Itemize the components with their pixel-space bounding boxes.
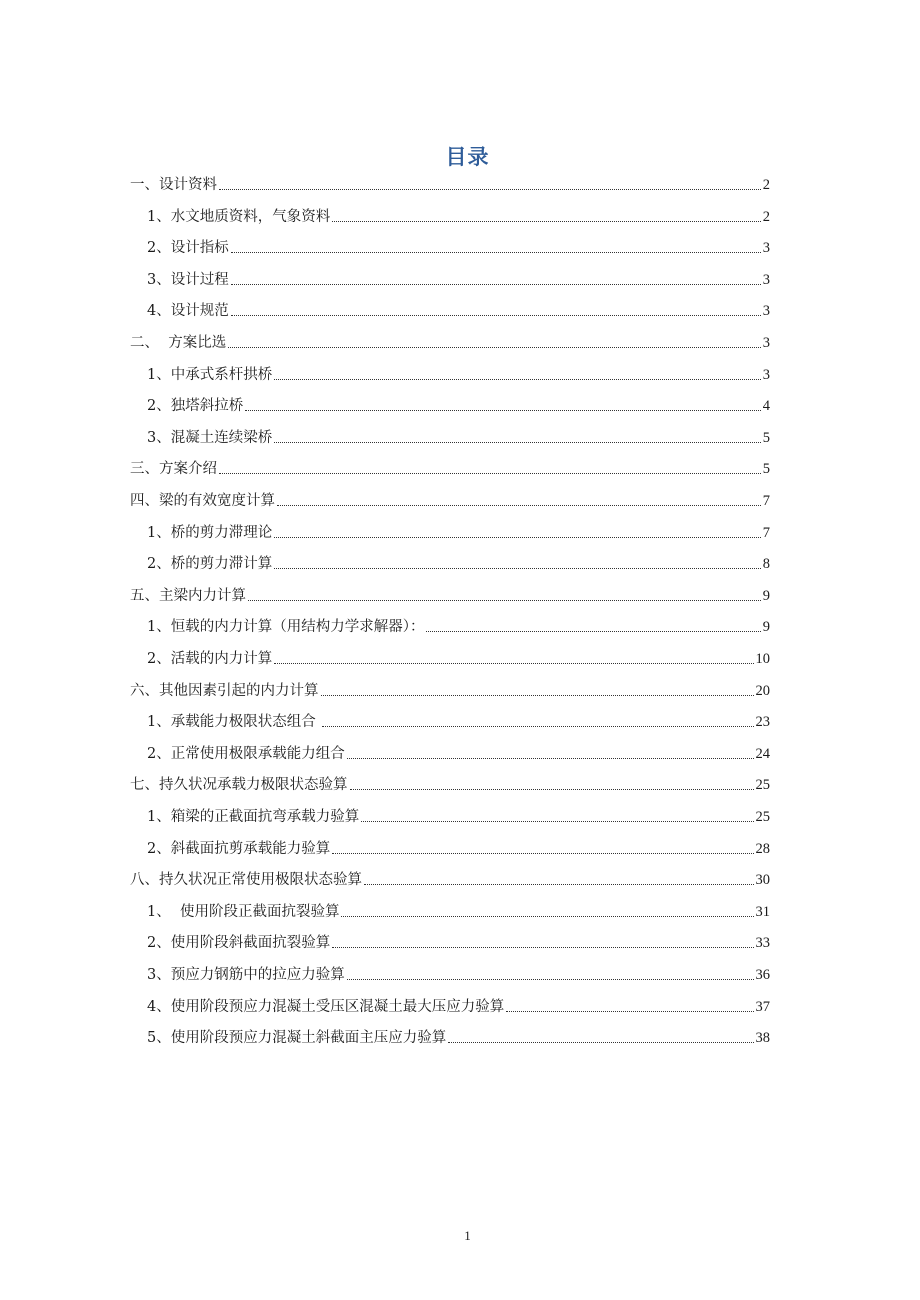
toc-dot-leader [231,252,761,253]
toc-entry-page: 37 [755,998,770,1015]
toc-entry-page: 8 [762,556,770,573]
toc-entry-label: 2、使用阶段斜截面抗裂验算 [147,935,331,952]
toc-entry[interactable] [130,455,770,479]
toc-entry-page: 9 [762,619,770,636]
toc-entry-page: 3 [762,303,770,320]
toc-dot-leader [332,947,753,948]
toc-dot-leader [322,726,753,727]
toc-entry-page: 25 [755,777,770,794]
toc-entry[interactable] [147,297,770,321]
toc-entry-label: 1、中承式系杆拱桥 [147,366,273,383]
toc-dot-leader [277,505,761,506]
toc-entry[interactable] [147,835,770,859]
toc-entry[interactable] [130,171,770,195]
toc-dot-leader [219,189,761,190]
toc-entry-label: 二、 方案比选 [130,335,227,351]
toc-entry[interactable] [147,961,770,985]
toc-entry-page: 10 [755,651,770,667]
toc-entry-label: 2、斜截面抗剪承载能力验算 [147,840,331,857]
toc-entry[interactable] [130,329,770,353]
toc-entry-page: 33 [755,935,770,952]
toc-dot-leader [228,347,761,348]
toc-entry-label: 2、桥的剪力滞计算 [147,556,273,573]
toc-entry[interactable] [130,582,770,606]
toc-entry-label: 3、设计过程 [147,271,229,288]
toc-entry-label: 四、梁的有效宽度计算 [130,493,275,509]
toc-dot-leader [231,315,761,316]
toc-dot-leader [274,568,761,569]
toc-entry[interactable] [147,613,770,637]
toc-dot-leader [341,916,753,917]
toc-dot-leader [274,537,761,538]
toc-dot-leader [231,284,761,285]
toc-entry-label: 1、箱梁的正截面抗弯承载力验算 [147,809,360,825]
toc-entry-label: 七、持久状况承载力极限状态验算 [130,777,348,794]
toc-entry[interactable] [130,866,770,890]
toc-entry[interactable] [147,550,770,574]
toc-entry-label: 八、持久状况正常使用极限状态验算 [130,872,362,889]
toc-dot-leader [332,853,753,854]
toc-entry-page: 2 [762,177,770,193]
toc-entry-label: 3、预应力钢筋中的拉应力验算 [147,967,345,983]
toc-entry-page: 3 [762,240,770,257]
toc-entry-page: 36 [755,967,770,983]
toc-entry-page: 24 [755,745,770,762]
toc-entry[interactable] [130,771,770,795]
page-number: 1 [464,1228,471,1243]
toc-entry-label: 1、桥的剪力滞理论 [147,524,273,541]
toc-dot-leader [347,758,754,759]
toc-entry[interactable] [147,993,770,1017]
toc-entry-page: 30 [755,872,770,889]
toc-entry[interactable] [147,519,770,543]
toc-entry-page: 5 [762,429,770,446]
toc-entry-label: 五、主梁内力计算 [130,587,246,604]
toc-entry-label: 2、设计指标 [147,240,229,257]
toc-entry[interactable] [147,708,770,732]
toc-entry-label: 2、正常使用极限承载能力组合 [147,745,345,762]
toc-entry-page: 4 [762,398,770,415]
toc-entry-page: 7 [762,493,770,509]
toc-entry-page: 2 [762,208,770,225]
toc-dot-leader [219,473,761,474]
toc-entry-page: 3 [762,335,770,351]
toc-entry-label: 1、 使用阶段正截面抗裂验算 [147,903,340,920]
toc-dot-leader [350,789,754,790]
toc-entry-label: 一、设计资料 [130,177,217,193]
toc-dot-leader [245,410,761,411]
toc-entry-page: 5 [762,461,770,478]
toc-dot-leader [364,884,754,885]
toc-entry-label: 三、方案介绍 [130,461,217,478]
toc-entry-label: 4、使用阶段预应力混凝土受压区混凝土最大压应力验算 [147,998,505,1015]
toc-entry-label: 1、恒载的内力计算（用结构力学求解器）： [147,619,425,636]
toc-entry-label: 3、混凝土连续梁桥 [147,429,273,446]
toc-entry-page: 25 [755,809,770,825]
toc-entry[interactable] [130,677,770,701]
toc-dot-leader [321,695,754,696]
toc-dot-leader [448,1042,753,1043]
toc-entry-page: 3 [762,366,770,383]
toc-entry-label: 4、设计规范 [147,303,229,320]
toc-title: 目录 [445,145,490,169]
toc-entry-page: 38 [755,1030,770,1047]
toc-entry[interactable] [147,929,770,953]
toc-dot-leader [274,442,761,443]
toc-entry-label: 2、独塔斜拉桥 [147,398,244,415]
toc-entry-label: 2、活载的内力计算 [147,651,273,667]
toc-dot-leader [332,221,761,222]
toc-dot-leader [248,600,761,601]
toc-dot-leader [274,663,753,664]
toc-entry-label: 六、其他因素引起的内力计算 [130,682,319,699]
toc-entry-label: 5、使用阶段预应力混凝土斜截面主压应力验算 [147,1030,447,1047]
toc-entry[interactable] [147,424,770,448]
toc-entry-page: 9 [762,587,770,604]
toc-entry-page: 28 [755,840,770,857]
toc-entry-page: 7 [762,524,770,541]
toc-entry[interactable] [147,645,770,669]
toc-entry-label: 1、承载能力极限状态组合 [147,714,321,731]
toc-entry[interactable] [147,203,770,227]
toc-entry-label: 1、水文地质资料，气象资料 [147,208,331,225]
toc-entry-page: 31 [755,903,770,920]
toc-entry[interactable] [147,803,770,827]
toc-dot-leader [426,631,760,632]
toc-dot-leader [274,379,761,380]
toc-entry-page: 23 [755,714,770,731]
toc-entry[interactable] [147,234,770,258]
toc-dot-leader [506,1011,753,1012]
toc-entry[interactable] [147,392,770,416]
toc-entry[interactable] [147,361,770,385]
toc-entry[interactable] [147,266,770,290]
toc-entry-page: 3 [762,271,770,288]
toc-entry[interactable] [147,740,770,764]
toc-entry[interactable] [147,1024,770,1048]
toc-entry[interactable] [147,898,770,922]
toc-entry-page: 20 [755,682,770,699]
toc-dot-leader [361,821,753,822]
toc-dot-leader [347,979,754,980]
toc-entry[interactable] [130,487,770,511]
